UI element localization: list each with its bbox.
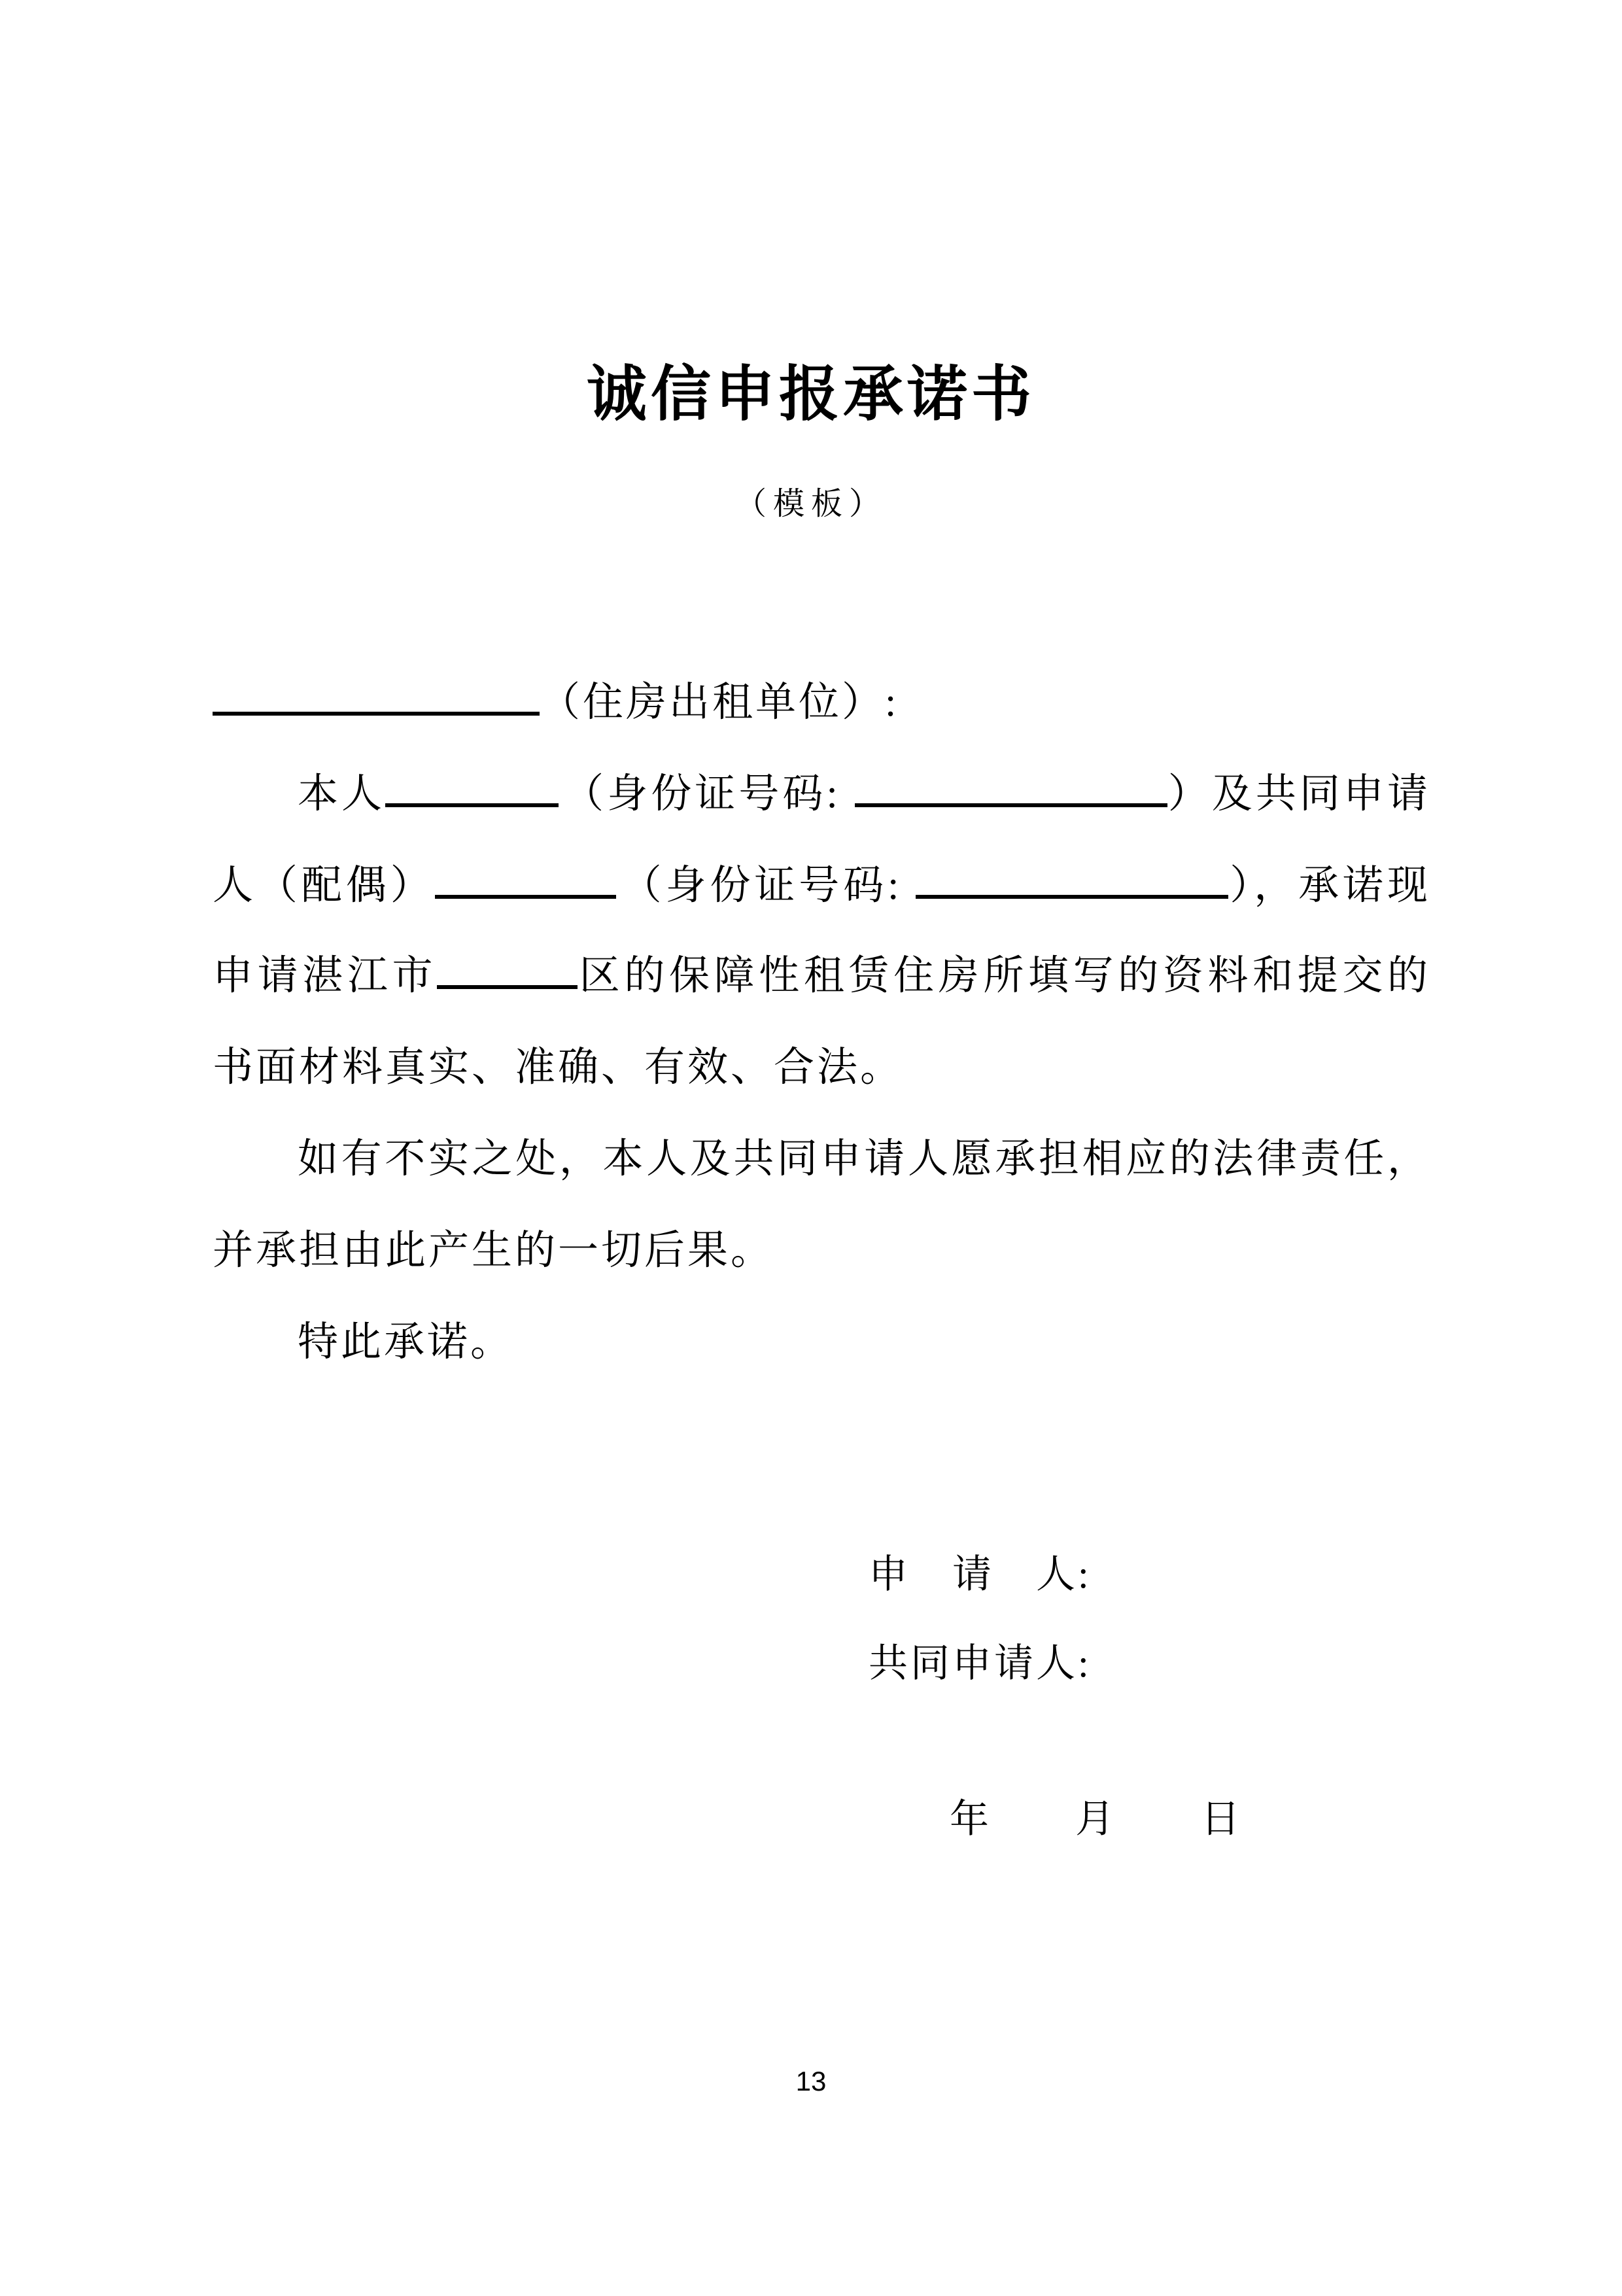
line-materials: 书面材料真实、准确、有效、合法。 — [213, 1045, 904, 1090]
line-liability: 如有不实之处，本人及共同申请人愿承担相应的法律责任， — [298, 1137, 1430, 1181]
co-applicant-suffix-text: ），承诺现 — [1228, 863, 1430, 908]
line-addressee — [213, 672, 1430, 733]
blank-applicant-id — [855, 770, 1167, 807]
blank-co-applicant-id — [916, 861, 1228, 899]
applicant-id-label: （身份证号码: — [562, 772, 840, 816]
line-district — [213, 946, 1430, 1006]
applicant-signature-label: 申 请 人: — [869, 1553, 1092, 1596]
applicant-suffix-text: ）及共同申请 — [1167, 772, 1430, 816]
co-applicant-prefix-text: 人（配偶） — [213, 863, 435, 908]
blank-district — [437, 952, 578, 989]
page-number: 13 — [795, 2066, 827, 2096]
line-hereby-promise: 特此承诺。 — [298, 1320, 514, 1365]
line-applicant — [213, 764, 1430, 824]
blank-applicant-name — [385, 770, 559, 807]
line-consequences: 并承担由此产生的一切后果。 — [213, 1228, 774, 1273]
co-applicant-id-label: （身份证号码: — [619, 863, 902, 908]
document-title: 诚信申报承诺书 — [586, 361, 1035, 428]
district-suffix-text: 区的保障性租赁住房所填写的资料和提交的 — [578, 954, 1430, 998]
date-line: 年 月 日 — [950, 1798, 1243, 1841]
document-subtitle: （模板） — [734, 487, 887, 521]
co-applicant-signature-label: 共同申请人: — [869, 1642, 1092, 1685]
applicant-prefix-text: 本人 — [298, 772, 386, 816]
addressee-label: （住房出租单位）: — [540, 680, 899, 725]
line-co-applicant — [213, 856, 1430, 916]
district-prefix-text: 申请湛江市 — [213, 954, 438, 998]
blank-rental-unit — [213, 678, 540, 716]
blank-co-applicant-name — [435, 861, 616, 899]
